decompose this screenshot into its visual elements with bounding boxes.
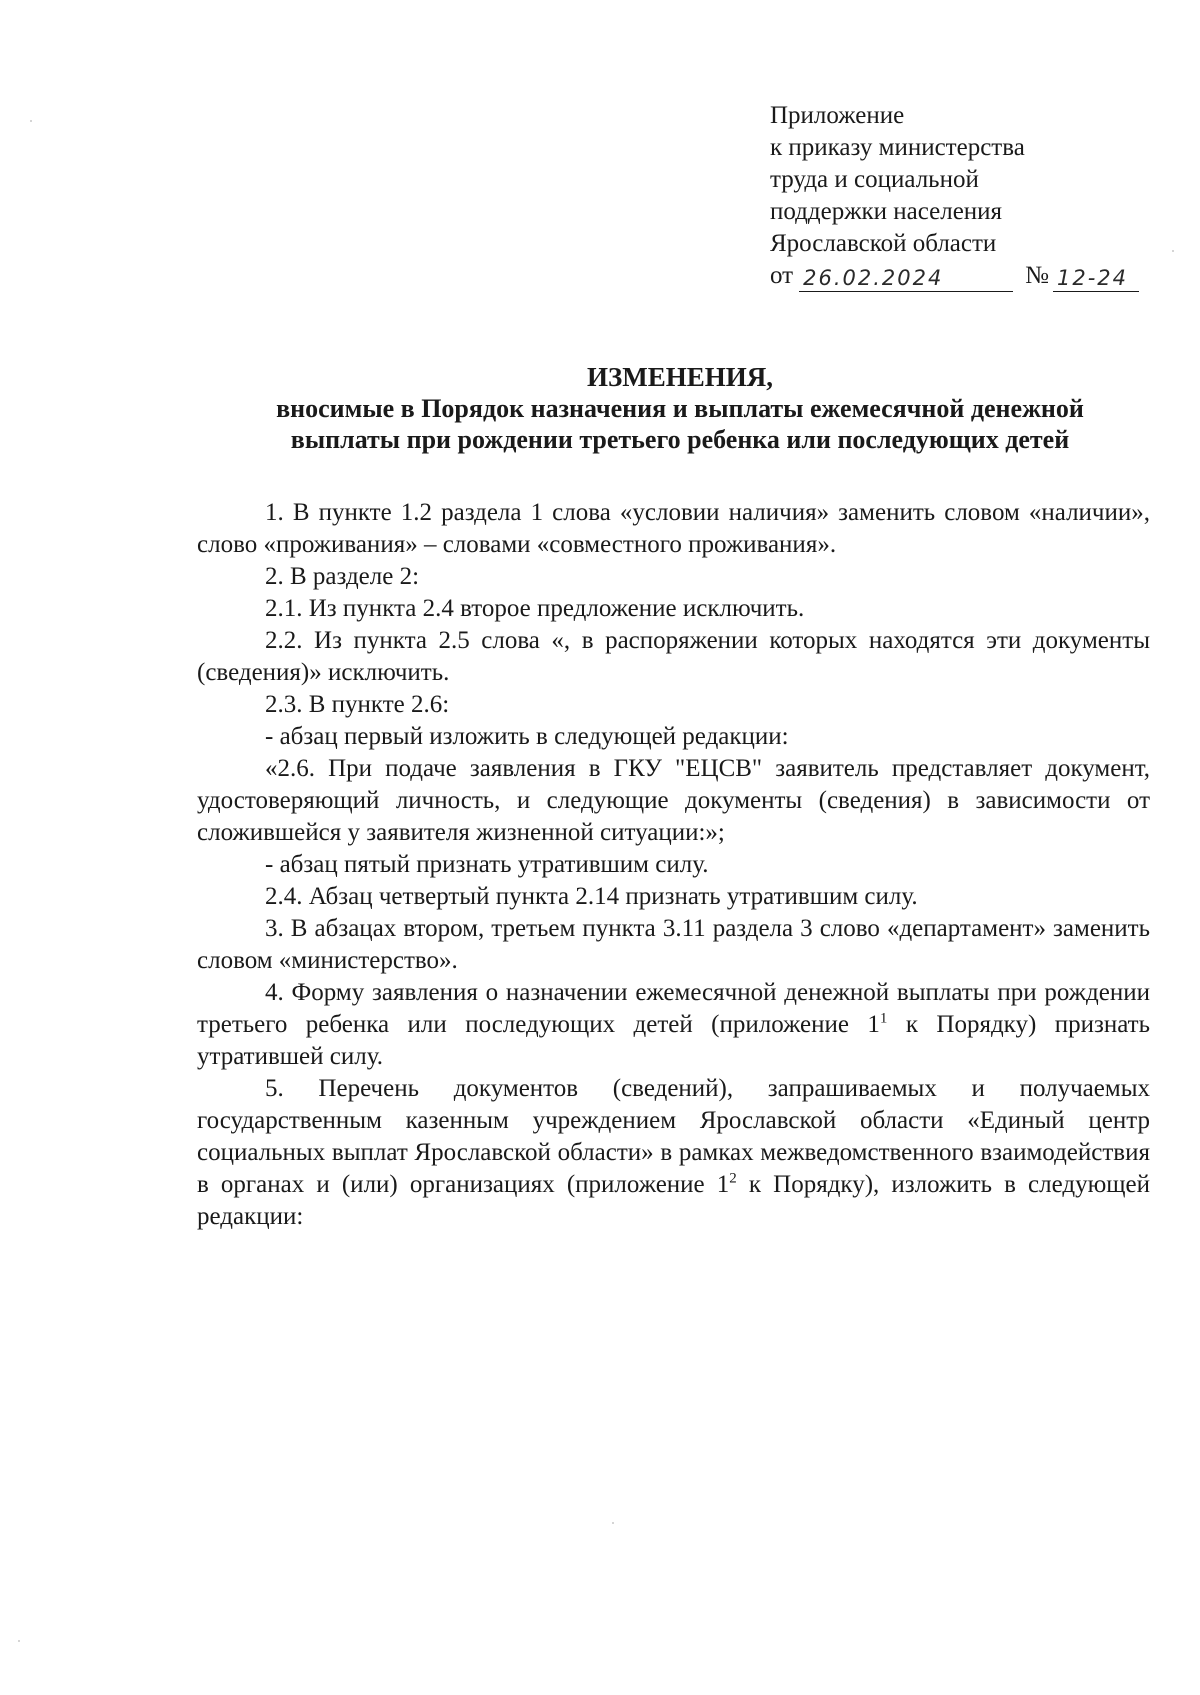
title-line-1: ИЗМЕНЕНИЯ, (586, 362, 773, 392)
paragraph-8: - абзац пятый признать утратившим силу. (265, 851, 709, 878)
title-line-3: выплаты при рождении третьего ребенка или последующих детей (290, 425, 1070, 454)
appendix-line-5: Ярославской области (770, 230, 997, 257)
paragraph-5: 2.3. В пункте 2.6: (265, 691, 450, 718)
handwritten-number: 12-24 (1053, 265, 1139, 292)
handwritten-date: 26.02.2024 (799, 265, 1013, 292)
paragraph-6: - абзац первый изложить в следующей редакции: (265, 723, 789, 750)
paragraph-10: 3. В абзацах втором, третьем пункта 3.11 раздела 3 слово «департамент» заменить словом «министерство». (197, 915, 1150, 974)
date-prefix: от (770, 262, 794, 289)
paragraph-4: 2.2. Из пункта 2.5 слова «, в распоряжении которых находятся эти документы (сведения)» исключить. (197, 627, 1150, 686)
paragraph-3: 2.1. Из пункта 2.4 второе предложение исключить. (265, 595, 805, 622)
document-title (200, 362, 1160, 455)
paragraph-7: «2.6. При подаче заявления в ГКУ "ЕЦСВ" заявитель представляет документ, удостоверяющий личность, и следующие документы (сведения) в зависимости от сложившейся у заявителя жизненной ситуации:»; (197, 755, 1150, 846)
scan-speck (1172, 250, 1174, 252)
paragraph-1: 1. В пункте 1.2 раздела 1 слова «условии наличия» заменить словом «наличии», слово «проживания» – словами «совместного проживания». (197, 499, 1150, 558)
document-body (197, 497, 1150, 1233)
paragraph-2: 2. В разделе 2: (265, 563, 420, 590)
paragraph-11-text-b: к Порядку) признать утратившей силу. (197, 1011, 1151, 1070)
scan-speck (18, 1640, 20, 1642)
paragraph-12 (197, 1073, 1150, 1233)
paragraph-11-superscript: 1 (879, 1010, 888, 1027)
scan-speck (612, 1522, 614, 1524)
date-number-row (770, 260, 1170, 292)
scan-speck (30, 120, 32, 122)
appendix-line-1: Приложение (770, 102, 905, 129)
paragraph-12-superscript: 2 (729, 1170, 737, 1187)
appendix-block (770, 100, 1170, 292)
paragraph-9: 2.4. Абзац четвертый пункта 2.14 признать утратившим силу. (265, 883, 918, 910)
paragraph-11-text-a: 4. Форму заявления о назначении ежемесячной денежной выплаты при рождении третьего ребенка или последующих детей (приложение 1 (197, 979, 1150, 1038)
paragraph-12-text-a: 5. Перечень документов (сведений), запрашиваемых и получаемых государственным казенным учреждением Ярославской области «Единый центр социальных выплат Ярославской области» в рамках межведомственного взаимодействия в органах и (или) организациях (приложение 1 (197, 1075, 1150, 1198)
appendix-line-4: поддержки населения (770, 198, 1003, 225)
paragraph-12-text-b: к Порядку), изложить в следующей редакции: (197, 1171, 1150, 1230)
title-line-2: вносимые в Порядок назначения и выплаты ежемесячной денежной (276, 394, 1084, 423)
paragraph-11 (197, 977, 1150, 1073)
appendix-line-3: труда и социальной (770, 166, 979, 193)
number-sign: № (1025, 262, 1049, 289)
appendix-line-2: к приказу министерства (770, 134, 1025, 161)
